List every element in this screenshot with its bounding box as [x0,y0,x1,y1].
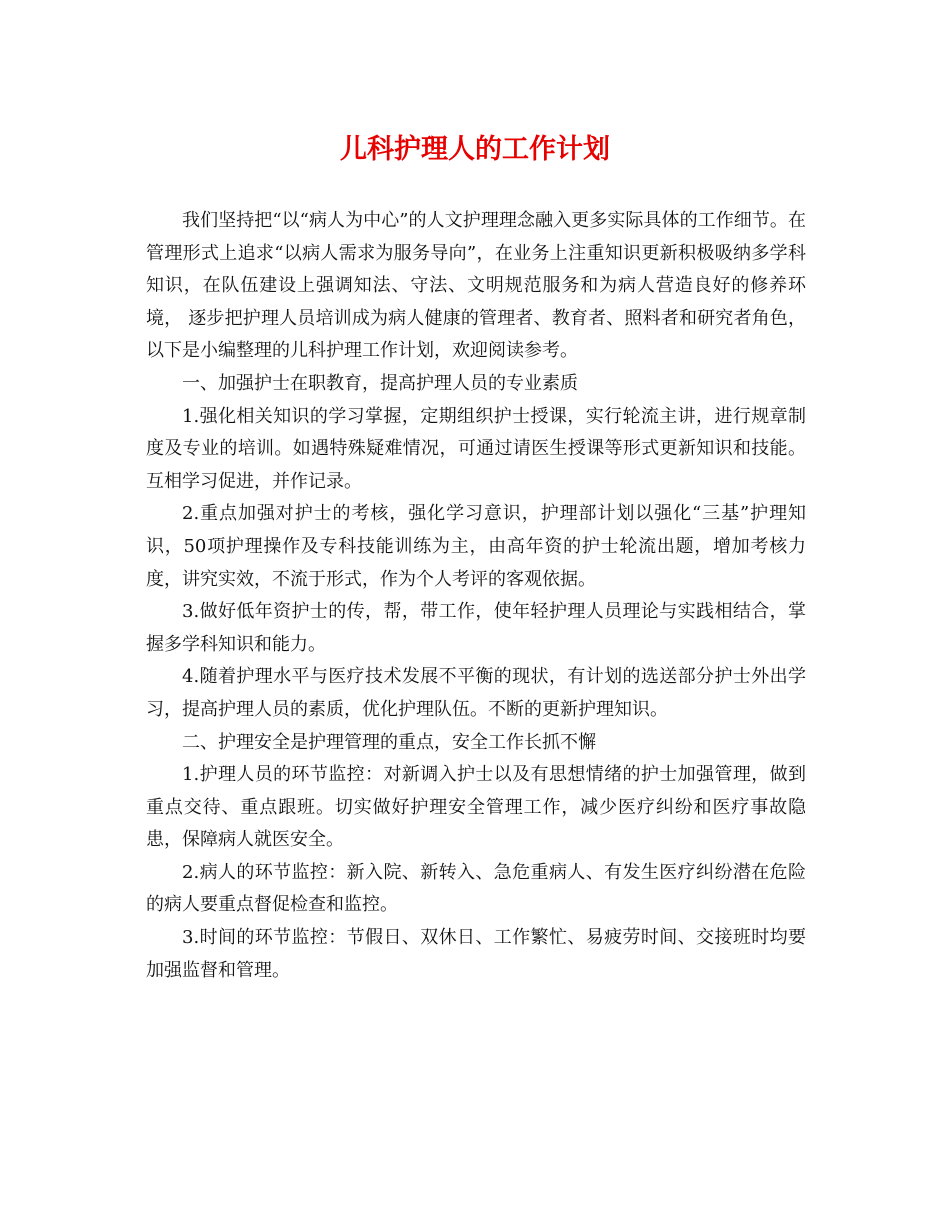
section-1-item-1: 1.强化相关知识的学习掌握，定期组织护士授课，实行轮流主讲，进行规章制度及专业的培训。如遇特殊疑难情况，可通过请医生授课等形式更新知识和技能。互相学习促进，并作记录。 [146,405,806,492]
section-heading-1: 一、加强护士在职教育，提高护理人员的专业素质 [182,372,578,394]
intro-paragraph: 我们坚持把“以“病人为中心”的人文护理理念融入更多实际具体的工作细节。在管理形式上追求“以病人需求为服务导向”，在业务上注重知识更新积极吸纳多学科知识，在队伍建设上强调知法、守法、文明规范服务和为病人营造良好的修养环境， 逐步把护理人员培训成为病人健康的管理者、教育者、照料者和研究者角色，以下是小编整理的儿科护理工作计划，欢迎阅读参考。 [146,210,806,362]
section-heading-2: 二、护理安全是护理管理的重点，安全工作长抓不懈 [182,731,596,753]
section-1-item-2: 2.重点加强对护士的考核，强化学习意识，护理部计划以强化“三基”护理知识，50项护理操作及专科技能训练为主，由高年资的护士轮流出题，增加考核力度，讲究实效，不流于形式，作为个人考评的客观依据。 [146,503,806,590]
section-2-item-1: 1.护理人员的环节监控：对新调入护士以及有思想情绪的护士加强管理，做到重点交待、重点跟班。切实做好护理安全管理工作，减少医疗纠纷和医疗事故隐患，保障病人就医安全。 [146,764,806,851]
document-title: 儿科护理人的工作计划 [340,134,610,165]
document-body [146,205,806,987]
section-1-item-4: 4.随着护理水平与医疗技术发展不平衡的现状，有计划的选送部分护士外出学习，提高护理人员的素质，优化护理队伍。不断的更新护理知识。 [146,666,806,720]
section-2-item-3: 3.时间的环节监控：节假日、双休日、工作繁忙、易疲劳时间、交接班时均要加强监督和管理。 [146,927,806,981]
section-2-item-2: 2.病人的环节监控：新入院、新转入、急危重病人、有发生医疗纠纷潜在危险的病人要重点督促检查和监控。 [146,861,806,916]
section-1-item-3: 3.做好低年资护士的传，帮，带工作，使年轻护理人员理论与实践相结合，掌握多学科知识和能力。 [146,601,806,655]
